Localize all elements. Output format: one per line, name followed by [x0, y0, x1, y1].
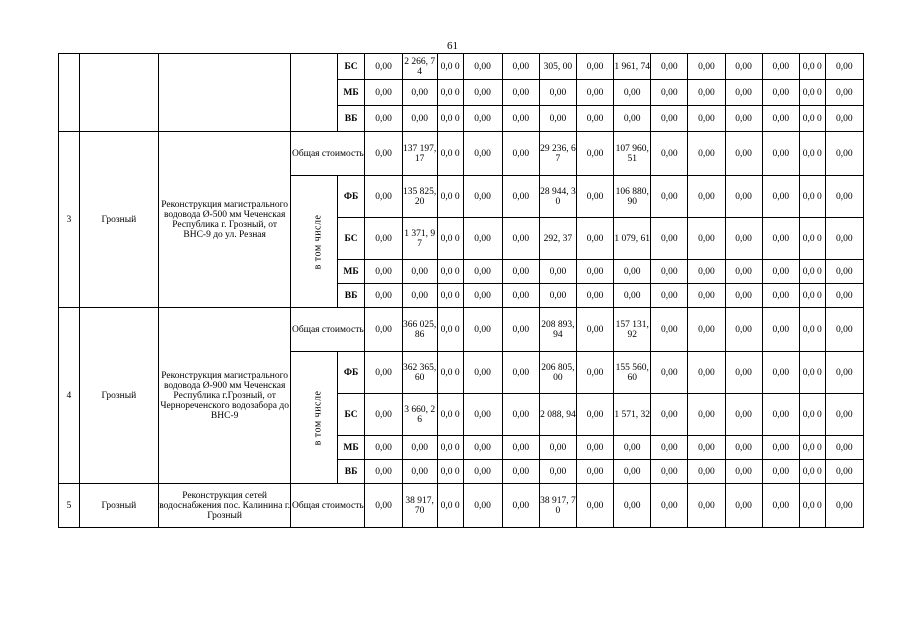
value-cell: 0,00 — [576, 394, 613, 436]
value-cell: 0,00 — [762, 54, 799, 80]
value-cell: 0,00 — [725, 218, 762, 260]
value-cell: 0,0 0 — [799, 284, 825, 308]
value-cell: 0,00 — [688, 218, 725, 260]
value-cell: 0,00 — [688, 436, 725, 460]
value-cell: 0,00 — [463, 80, 502, 106]
value-cell: 0,00 — [725, 176, 762, 218]
funding-source: БС — [337, 54, 365, 80]
value-cell: 0,00 — [725, 260, 762, 284]
value-cell: 0,00 — [365, 284, 402, 308]
city-name — [79, 54, 158, 132]
value-cell: 0,00 — [651, 484, 688, 528]
value-cell: 135 825, 20 — [402, 176, 437, 218]
value-cell: 0,00 — [725, 54, 762, 80]
value-cell: 0,00 — [688, 54, 725, 80]
value-cell: 106 880, 90 — [614, 176, 651, 218]
value-cell: 0,00 — [688, 394, 725, 436]
including-label: в том числе — [312, 390, 324, 445]
value-cell: 0,00 — [502, 218, 539, 260]
funding-source: ФБ — [337, 176, 365, 218]
value-cell: 0,00 — [725, 394, 762, 436]
city-name: Грозный — [79, 132, 158, 308]
table-row — [59, 484, 864, 528]
value-cell: 0,00 — [463, 106, 502, 132]
value-cell: 0,00 — [825, 352, 863, 394]
value-cell: 0,00 — [614, 284, 651, 308]
value-cell: 0,00 — [463, 284, 502, 308]
including-label-cell — [291, 54, 337, 132]
value-cell: 0,00 — [825, 284, 863, 308]
value-cell: 0,00 — [688, 260, 725, 284]
row-number: 4 — [59, 308, 80, 484]
value-cell: 0,00 — [762, 260, 799, 284]
value-cell: 0,00 — [539, 460, 576, 484]
value-cell: 0,00 — [825, 394, 863, 436]
value-cell: 0,00 — [762, 394, 799, 436]
value-cell: 0,00 — [762, 132, 799, 176]
value-cell: 0,00 — [651, 308, 688, 352]
value-cell: 0,00 — [576, 80, 613, 106]
table-row — [59, 308, 864, 352]
value-cell: 0,00 — [502, 484, 539, 528]
value-cell: 0,00 — [463, 308, 502, 352]
value-cell: 0,0 0 — [437, 284, 463, 308]
value-cell: 0,0 0 — [799, 394, 825, 436]
value-cell: 0,00 — [463, 484, 502, 528]
value-cell: 362 365, 60 — [402, 352, 437, 394]
funding-source: ВБ — [337, 284, 365, 308]
value-cell: 0,00 — [725, 460, 762, 484]
value-cell: 0,0 0 — [437, 308, 463, 352]
value-cell: 0,00 — [576, 54, 613, 80]
value-cell: 0,00 — [502, 260, 539, 284]
value-cell: 0,00 — [365, 176, 402, 218]
value-cell: 0,00 — [576, 176, 613, 218]
value-cell: 0,0 0 — [799, 436, 825, 460]
value-cell: 2 088, 94 — [539, 394, 576, 436]
funding-source: БС — [337, 394, 365, 436]
value-cell: 0,00 — [825, 80, 863, 106]
value-cell: 29 236, 67 — [539, 132, 576, 176]
value-cell: 0,00 — [402, 436, 437, 460]
value-cell: 0,00 — [576, 132, 613, 176]
value-cell: 0,00 — [762, 352, 799, 394]
value-cell: 0,00 — [463, 352, 502, 394]
value-cell: 0,0 0 — [799, 260, 825, 284]
value-cell: 0,00 — [651, 352, 688, 394]
value-cell: 0,00 — [688, 284, 725, 308]
value-cell: 0,0 0 — [799, 54, 825, 80]
value-cell: 0,00 — [762, 218, 799, 260]
value-cell: 0,00 — [365, 80, 402, 106]
funding-source: БС — [337, 218, 365, 260]
value-cell: 0,00 — [539, 284, 576, 308]
value-cell: 208 893, 94 — [539, 308, 576, 352]
value-cell: 0,00 — [651, 218, 688, 260]
value-cell: 0,0 0 — [799, 176, 825, 218]
value-cell: 0,00 — [576, 308, 613, 352]
value-cell: 0,00 — [825, 176, 863, 218]
value-cell: 0,00 — [463, 218, 502, 260]
value-cell: 0,00 — [762, 284, 799, 308]
value-cell: 0,00 — [502, 284, 539, 308]
value-cell: 38 917, 70 — [402, 484, 437, 528]
value-cell: 0,00 — [539, 436, 576, 460]
project-description — [159, 54, 291, 132]
value-cell: 0,00 — [502, 352, 539, 394]
value-cell: 0,00 — [365, 54, 402, 80]
value-cell: 0,00 — [825, 436, 863, 460]
value-cell: 0,00 — [365, 460, 402, 484]
financing-table — [58, 53, 864, 528]
value-cell: 0,00 — [576, 106, 613, 132]
value-cell: 0,00 — [762, 176, 799, 218]
value-cell: 0,00 — [688, 484, 725, 528]
value-cell: 0,00 — [365, 218, 402, 260]
value-cell: 0,00 — [365, 484, 402, 528]
value-cell: 0,00 — [762, 436, 799, 460]
value-cell: 0,00 — [762, 308, 799, 352]
funding-source: ФБ — [337, 352, 365, 394]
table-row — [59, 132, 864, 176]
value-cell: 0,00 — [825, 54, 863, 80]
value-cell: 1 079, 61 — [614, 218, 651, 260]
value-cell: 0,00 — [762, 484, 799, 528]
value-cell: 0,00 — [365, 308, 402, 352]
value-cell: 1 961, 74 — [614, 54, 651, 80]
value-cell: 0,00 — [725, 352, 762, 394]
value-cell: 0,00 — [463, 132, 502, 176]
value-cell: 0,00 — [651, 80, 688, 106]
value-cell: 0,00 — [576, 460, 613, 484]
value-cell: 0,00 — [502, 80, 539, 106]
value-cell: 0,00 — [688, 132, 725, 176]
funding-source: ВБ — [337, 106, 365, 132]
value-cell: 0,00 — [762, 80, 799, 106]
value-cell: 0,00 — [463, 176, 502, 218]
value-cell: 0,00 — [688, 460, 725, 484]
value-cell: 0,00 — [402, 260, 437, 284]
value-cell: 2 266, 74 — [402, 54, 437, 80]
value-cell: 0,0 0 — [799, 484, 825, 528]
value-cell: 0,00 — [725, 284, 762, 308]
project-description: Реконструкция сетей водоснабжения пос. Калинина г. Грозный — [159, 484, 291, 528]
value-cell: 0,0 0 — [437, 394, 463, 436]
row-number — [59, 54, 80, 132]
row-number: 5 — [59, 484, 80, 528]
value-cell: 0,00 — [762, 460, 799, 484]
value-cell: 0,00 — [576, 260, 613, 284]
value-cell: 0,0 0 — [437, 460, 463, 484]
value-cell: 0,0 0 — [799, 218, 825, 260]
value-cell: 0,00 — [762, 106, 799, 132]
row-number: 3 — [59, 132, 80, 308]
value-cell: 0,00 — [365, 132, 402, 176]
value-cell: 0,0 0 — [799, 80, 825, 106]
value-cell: 0,00 — [725, 436, 762, 460]
value-cell: 0,00 — [725, 308, 762, 352]
value-cell: 0,00 — [576, 436, 613, 460]
value-cell: 0,00 — [539, 260, 576, 284]
value-cell: 0,00 — [365, 260, 402, 284]
funding-source: ВБ — [337, 460, 365, 484]
including-label-cell — [291, 176, 337, 308]
value-cell: 0,00 — [651, 436, 688, 460]
value-cell: 38 917, 70 — [539, 484, 576, 528]
value-cell: 0,00 — [614, 436, 651, 460]
value-cell: 0,00 — [365, 394, 402, 436]
value-cell: 0,00 — [825, 308, 863, 352]
value-cell: 1 371, 97 — [402, 218, 437, 260]
value-cell: 0,0 0 — [437, 436, 463, 460]
including-label: в том числе — [312, 214, 324, 269]
value-cell: 0,00 — [651, 460, 688, 484]
value-cell: 0,00 — [651, 284, 688, 308]
value-cell: 0,00 — [725, 106, 762, 132]
value-cell: 0,00 — [365, 436, 402, 460]
funding-source: МБ — [337, 260, 365, 284]
value-cell: 0,00 — [502, 394, 539, 436]
value-cell: 0,0 0 — [799, 308, 825, 352]
total-cost-label: Общая стоимость — [291, 484, 365, 528]
value-cell: 0,00 — [651, 394, 688, 436]
value-cell: 0,00 — [502, 460, 539, 484]
value-cell: 0,00 — [651, 106, 688, 132]
value-cell: 0,0 0 — [437, 54, 463, 80]
value-cell: 0,0 0 — [437, 218, 463, 260]
value-cell: 0,00 — [614, 460, 651, 484]
value-cell: 0,00 — [576, 484, 613, 528]
value-cell: 3 660, 26 — [402, 394, 437, 436]
value-cell: 0,00 — [651, 132, 688, 176]
value-cell: 0,00 — [365, 352, 402, 394]
value-cell: 0,0 0 — [437, 80, 463, 106]
value-cell: 0,00 — [825, 484, 863, 528]
value-cell: 0,0 0 — [437, 106, 463, 132]
project-description: Реконструкция магистрального водовода Ø-900 мм Чеченская Республика г.Грозный, от Чернореченского водозабора до ВНС-9 — [159, 308, 291, 484]
value-cell: 1 571, 32 — [614, 394, 651, 436]
value-cell: 0,00 — [614, 106, 651, 132]
value-cell: 0,0 0 — [799, 352, 825, 394]
including-label-cell — [291, 352, 337, 484]
value-cell: 0,00 — [614, 260, 651, 284]
value-cell: 0,00 — [463, 436, 502, 460]
value-cell: 0,00 — [402, 106, 437, 132]
value-cell: 0,00 — [502, 308, 539, 352]
value-cell: 0,00 — [576, 284, 613, 308]
value-cell: 0,00 — [502, 54, 539, 80]
value-cell: 0,00 — [402, 460, 437, 484]
value-cell: 0,00 — [614, 80, 651, 106]
value-cell: 0,00 — [463, 460, 502, 484]
value-cell: 0,00 — [539, 106, 576, 132]
value-cell: 0,00 — [688, 80, 725, 106]
city-name: Грозный — [79, 308, 158, 484]
value-cell: 0,00 — [825, 218, 863, 260]
value-cell: 0,00 — [502, 176, 539, 218]
value-cell: 28 944, 30 — [539, 176, 576, 218]
value-cell: 0,00 — [502, 106, 539, 132]
value-cell: 0,00 — [688, 106, 725, 132]
value-cell: 155 560, 60 — [614, 352, 651, 394]
funding-source: МБ — [337, 80, 365, 106]
value-cell: 0,00 — [402, 284, 437, 308]
value-cell: 0,00 — [402, 80, 437, 106]
value-cell: 0,00 — [576, 352, 613, 394]
city-name: Грозный — [79, 484, 158, 528]
value-cell: 0,00 — [825, 460, 863, 484]
value-cell: 0,0 0 — [437, 260, 463, 284]
value-cell: 0,00 — [463, 394, 502, 436]
value-cell: 305, 00 — [539, 54, 576, 80]
value-cell: 0,00 — [688, 352, 725, 394]
value-cell: 0,0 0 — [437, 132, 463, 176]
total-cost-label: Общая стоимость — [291, 308, 365, 352]
value-cell: 0,00 — [576, 218, 613, 260]
value-cell: 0,00 — [463, 54, 502, 80]
page-number: 61 — [447, 40, 458, 52]
value-cell: 0,0 0 — [799, 106, 825, 132]
value-cell: 137 197, 17 — [402, 132, 437, 176]
value-cell: 0,00 — [825, 132, 863, 176]
value-cell: 0,00 — [688, 308, 725, 352]
value-cell: 0,0 0 — [437, 484, 463, 528]
value-cell: 107 960, 51 — [614, 132, 651, 176]
funding-source: МБ — [337, 436, 365, 460]
value-cell: 0,00 — [725, 132, 762, 176]
value-cell: 0,00 — [463, 260, 502, 284]
value-cell: 0,00 — [502, 132, 539, 176]
value-cell: 0,0 0 — [437, 352, 463, 394]
value-cell: 0,00 — [651, 54, 688, 80]
value-cell: 292, 37 — [539, 218, 576, 260]
value-cell: 0,00 — [651, 260, 688, 284]
value-cell: 206 805, 00 — [539, 352, 576, 394]
value-cell: 0,00 — [539, 80, 576, 106]
value-cell: 0,00 — [651, 176, 688, 218]
value-cell: 0,0 0 — [799, 132, 825, 176]
value-cell: 0,00 — [725, 80, 762, 106]
value-cell: 0,00 — [725, 484, 762, 528]
project-description: Реконструкция магистрального водовода Ø-500 мм Чеченская Республика г. Грозный, от ВНС-9 до ул. Резная — [159, 132, 291, 308]
value-cell: 0,00 — [614, 484, 651, 528]
value-cell: 0,00 — [365, 106, 402, 132]
table-row — [59, 54, 864, 80]
value-cell: 0,00 — [502, 436, 539, 460]
value-cell: 366 025, 86 — [402, 308, 437, 352]
value-cell: 0,00 — [825, 106, 863, 132]
value-cell: 0,00 — [688, 176, 725, 218]
total-cost-label: Общая стоимость — [291, 132, 365, 176]
value-cell: 0,0 0 — [799, 460, 825, 484]
value-cell: 0,0 0 — [437, 176, 463, 218]
value-cell: 0,00 — [825, 260, 863, 284]
value-cell: 157 131, 92 — [614, 308, 651, 352]
